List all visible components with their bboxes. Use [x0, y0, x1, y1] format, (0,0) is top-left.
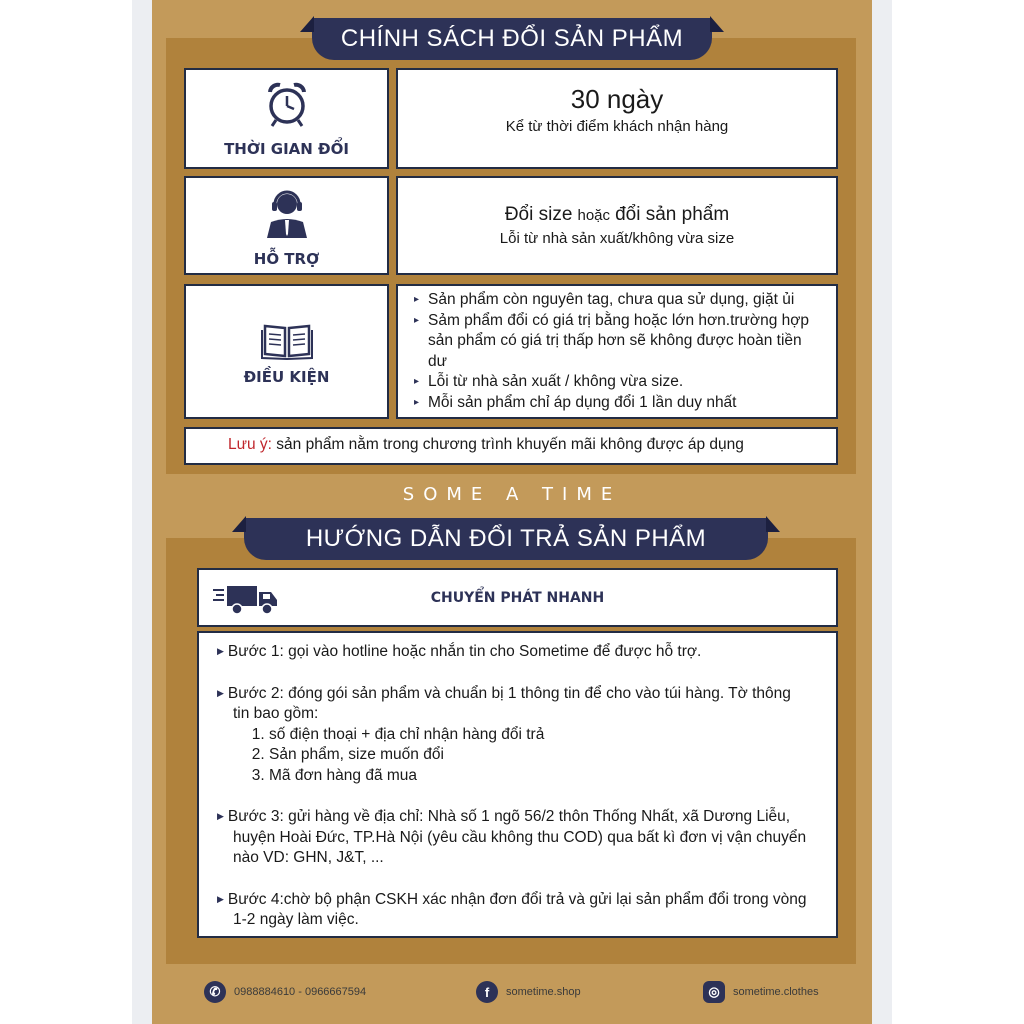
policy-title: CHÍNH SÁCH ĐỔI SẢN PHẨM: [340, 25, 684, 52]
support-detail: Lỗi từ nhà sản xuất/không vừa size: [499, 230, 735, 247]
step-3-cont2: nào VD: GHN, J&T, ...: [233, 849, 384, 866]
step-2-text: Bước 2: đóng gói sản phẩm và chuẩn bị 1 thông tin để cho vào túi hàng. Tờ thông: [227, 684, 791, 702]
steps-list: [217, 641, 824, 951]
note-body: sản phẩm nằm trong chương trình khuyến mãi không được áp dụng: [271, 436, 744, 453]
support-value-c: đổi sản phẩm: [615, 204, 730, 225]
footer-facebook-text: sometime.shop: [506, 986, 581, 998]
conditions-label: ĐIỀU KIỆN: [243, 368, 330, 386]
support-value: [398, 204, 836, 226]
step-3: ▶ Bước 3: gửi hàng về địa chỉ: Nhà số 1 ngõ 56/2 thôn Thống Nhất, xã Dương Liễu, huyện Hoài Đức, TP.Hà Nội (yêu cầu không thu COD) qua bất kì đơn vị vận chuyển nào VD: GHN, J&T, ...: [217, 806, 824, 869]
support-value-a: Đổi size: [504, 204, 573, 225]
note-prefix: Lưu ý:: [228, 436, 272, 453]
time-label-box: [184, 68, 389, 169]
step-2-item: 1. số điện thoại + địa chỉ nhận hàng đổi trả: [269, 725, 824, 746]
guide-title-ribbon: [244, 518, 768, 560]
guide-title: HƯỚNG DẪN ĐỔI TRẢ SẢN PHẨM: [305, 525, 707, 552]
step-1: ▶ Bước 1: gọi vào hotline hoặc nhắn tin cho Sometime để được hỗ trợ.: [217, 643, 702, 660]
footer-phone-text: 0988884610 - 0966667594: [234, 986, 367, 998]
step-4-text: Bước 4:chờ bộ phận CSKH xác nhận đơn đổi trả và gửi lại sản phẩm đổi trong vòng: [227, 890, 807, 908]
step-4: ▶ Bước 4:chờ bộ phận CSKH xác nhận đơn đổi trả và gửi lại sản phẩm đổi trong vòng 1-2 ngày làm việc.: [217, 889, 824, 931]
step-2-item: 3. Mã đơn hàng đã mua: [269, 766, 824, 787]
time-label: THỜI GIAN ĐỔI: [224, 140, 349, 158]
support-value-box: [396, 176, 838, 275]
facebook-icon: f: [476, 981, 498, 1003]
shipping-box: [197, 568, 838, 627]
step-2-cont: tin bao gồm:: [233, 705, 319, 722]
step-3-cont: huyện Hoài Đức, TP.Hà Nội (yêu cầu không thu COD) qua bất kì đơn vị vận chuyển: [233, 828, 807, 846]
note-box: [184, 427, 838, 465]
policy-title-ribbon: [312, 18, 712, 60]
footer-phone[interactable]: [204, 978, 366, 1006]
step-2-list: [217, 725, 824, 787]
condition-item: ▸ Lỗi từ nhà sản xuất / không vừa size.: [414, 372, 820, 393]
step-2-item: 2. Sản phẩm, size muốn đổi: [269, 745, 824, 766]
support-label-box: [184, 176, 389, 275]
condition-item: ▸ Mỗi sản phẩm chỉ áp dụng đổi 1 lần duy nhất: [414, 393, 820, 414]
note-text: [228, 436, 744, 454]
instagram-icon: ◎: [703, 981, 725, 1003]
footer-facebook[interactable]: [476, 978, 581, 1006]
support-label: HỖ TRỢ: [253, 250, 320, 268]
conditions-list: [414, 290, 820, 413]
footer-instagram-text: sometime.clothes: [733, 986, 819, 998]
conditions-box: [396, 284, 838, 419]
step-2: ▶ Bước 2: đóng gói sản phẩm và chuẩn bị 1 thông tin để cho vào túi hàng. Tờ thông tin bao gồm: 1. số điện thoại + địa chỉ nhận hàng đổi trả 2. Sản phẩm, size muốn đổi 3. Mã đơn hàng đã mua: [217, 683, 824, 787]
step-4-cont: 1-2 ngày làm việc.: [233, 911, 359, 928]
time-detail: Kể từ thời điểm khách nhận hàng: [505, 118, 729, 135]
step-3-text: Bước 3: gửi hàng về địa chỉ: Nhà số 1 ngõ 56/2 thôn Thống Nhất, xã Dương Liễu,: [227, 808, 791, 825]
brand-logo: SOME A TIME: [402, 484, 622, 505]
support-value-b: hoặc: [577, 207, 611, 224]
condition-item: ▸ Sảm phẩm đổi có giá trị bằng hoặc lớn hơn.trường hợp sản phẩm có giá trị thấp hơn sẽ không được hoàn tiền dư: [414, 311, 820, 373]
step-1-text: Bước 1: gọi vào hotline hoặc nhắn tin cho Sometime để được hỗ trợ.: [227, 643, 702, 660]
support-agent-icon: [263, 188, 311, 240]
condition-item: ▸ Sản phẩm còn nguyên tag, chưa qua sử dụng, giặt ủi: [414, 290, 820, 311]
steps-box: [197, 631, 838, 938]
alarm-clock-icon: [266, 80, 308, 128]
whatsapp-icon: ✆: [204, 981, 226, 1003]
conditions-label-box: [184, 284, 389, 419]
open-book-icon: [261, 322, 313, 360]
time-value-box: [396, 68, 838, 169]
time-value: 30 ngày: [570, 84, 664, 114]
footer-instagram[interactable]: [703, 978, 819, 1006]
shipping-label: CHUYỂN PHÁT NHANH: [430, 590, 605, 606]
